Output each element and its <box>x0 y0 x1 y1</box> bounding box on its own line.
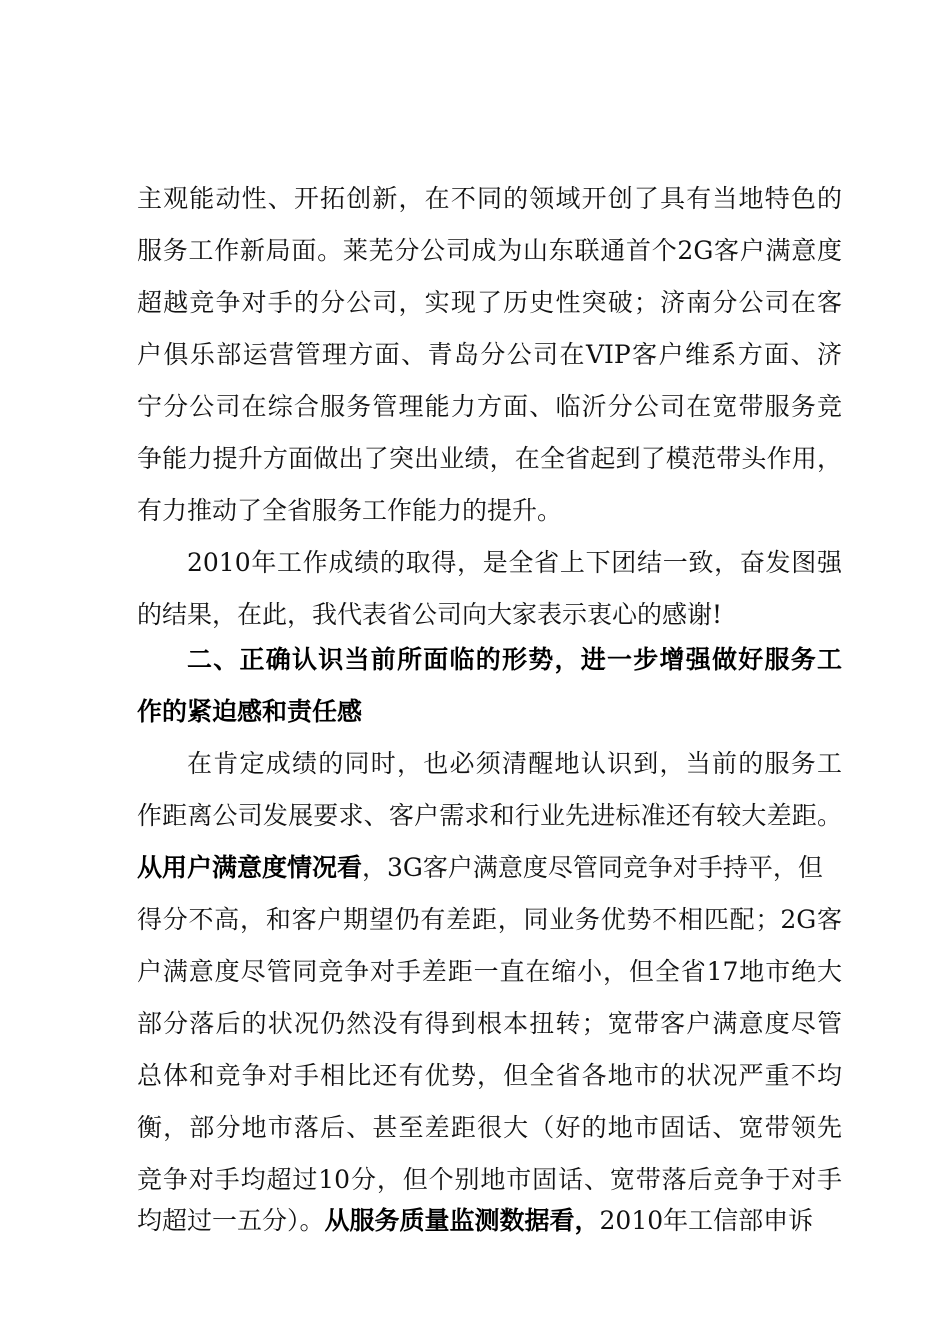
paragraph-line-6: 争能力提升方面做出了突出业绩，在全省起到了模范带头作用， <box>137 444 842 473</box>
paragraph-line-2: 服务工作新局面。莱芜分公司成为山东联通首个2G客户满意度 <box>137 236 842 265</box>
paragraph-line-13: 得分不高，和客户期望仍有差距，同业务优势不相匹配；2G客 <box>137 905 842 934</box>
section-heading-line-1: 二、正确认识当前所面临的形势，进一步增强做好服务工 <box>187 645 842 674</box>
paragraph-line-1: 主观能动性、开拓创新，在不同的领域开创了具有当地特色的 <box>137 184 842 213</box>
section-heading-line-2: 作的紧迫感和责任感 <box>137 697 363 726</box>
emphasis-satisfaction: 从用户满意度情况看 <box>137 853 363 882</box>
paragraph-line-15: 部分落后的状况仍然没有得到根本扭转；宽带客户满意度尽管 <box>137 1009 842 1038</box>
paragraph-line-3: 超越竞争对手的分公司，实现了历史性突破；济南分公司在客 <box>137 288 842 317</box>
paragraph-line-9: 的结果，在此，我代表省公司向大家表示衷心的感谢! <box>137 600 723 629</box>
paragraph-line-16: 总体和竞争对手相比还有优势，但全省各地市的状况严重不均 <box>137 1061 842 1090</box>
paragraph-line-5: 宁分公司在综合服务管理能力方面、临沂分公司在宽带服务竞 <box>137 392 842 421</box>
paragraph-line-4: 户俱乐部运营管理方面、青岛分公司在VIP客户维系方面、济 <box>137 340 842 369</box>
emphasis-quality-monitoring: 从服务质量监测数据看， <box>324 1206 600 1235</box>
paragraph-line-19-text: 均超过一五分）。 <box>137 1206 325 1235</box>
paragraph-line-18: 竞争对手均超过10分，但个别地市固话、宽带落后竞争于对手 <box>137 1165 842 1194</box>
paragraph-line-8: 2010年工作成绩的取得，是全省上下团结一致，奋发图强 <box>187 548 842 577</box>
paragraph-line-12-text: ，3G客户满意度尽管同竞争对手持平，但 <box>362 853 823 882</box>
paragraph-line-7: 有力推动了全省服务工作能力的提升。 <box>137 496 563 525</box>
paragraph-line-19 <box>137 1195 842 1247</box>
paragraph-line-11: 作距离公司发展要求、客户需求和行业先进标准还有较大差距。 <box>137 801 842 830</box>
paragraph-line-12 <box>137 842 842 894</box>
paragraph-line-17: 衡，部分地市落后、甚至差距很大（好的地市固话、宽带领先 <box>137 1113 842 1142</box>
paragraph-line-10: 在肯定成绩的同时，也必须清醒地认识到，当前的服务工 <box>187 749 842 778</box>
paragraph-line-19-tail: 2010年工信部申诉 <box>599 1206 814 1235</box>
paragraph-line-14: 户满意度尽管同竞争对手差距一直在缩小，但全省17地市绝大 <box>137 957 842 986</box>
